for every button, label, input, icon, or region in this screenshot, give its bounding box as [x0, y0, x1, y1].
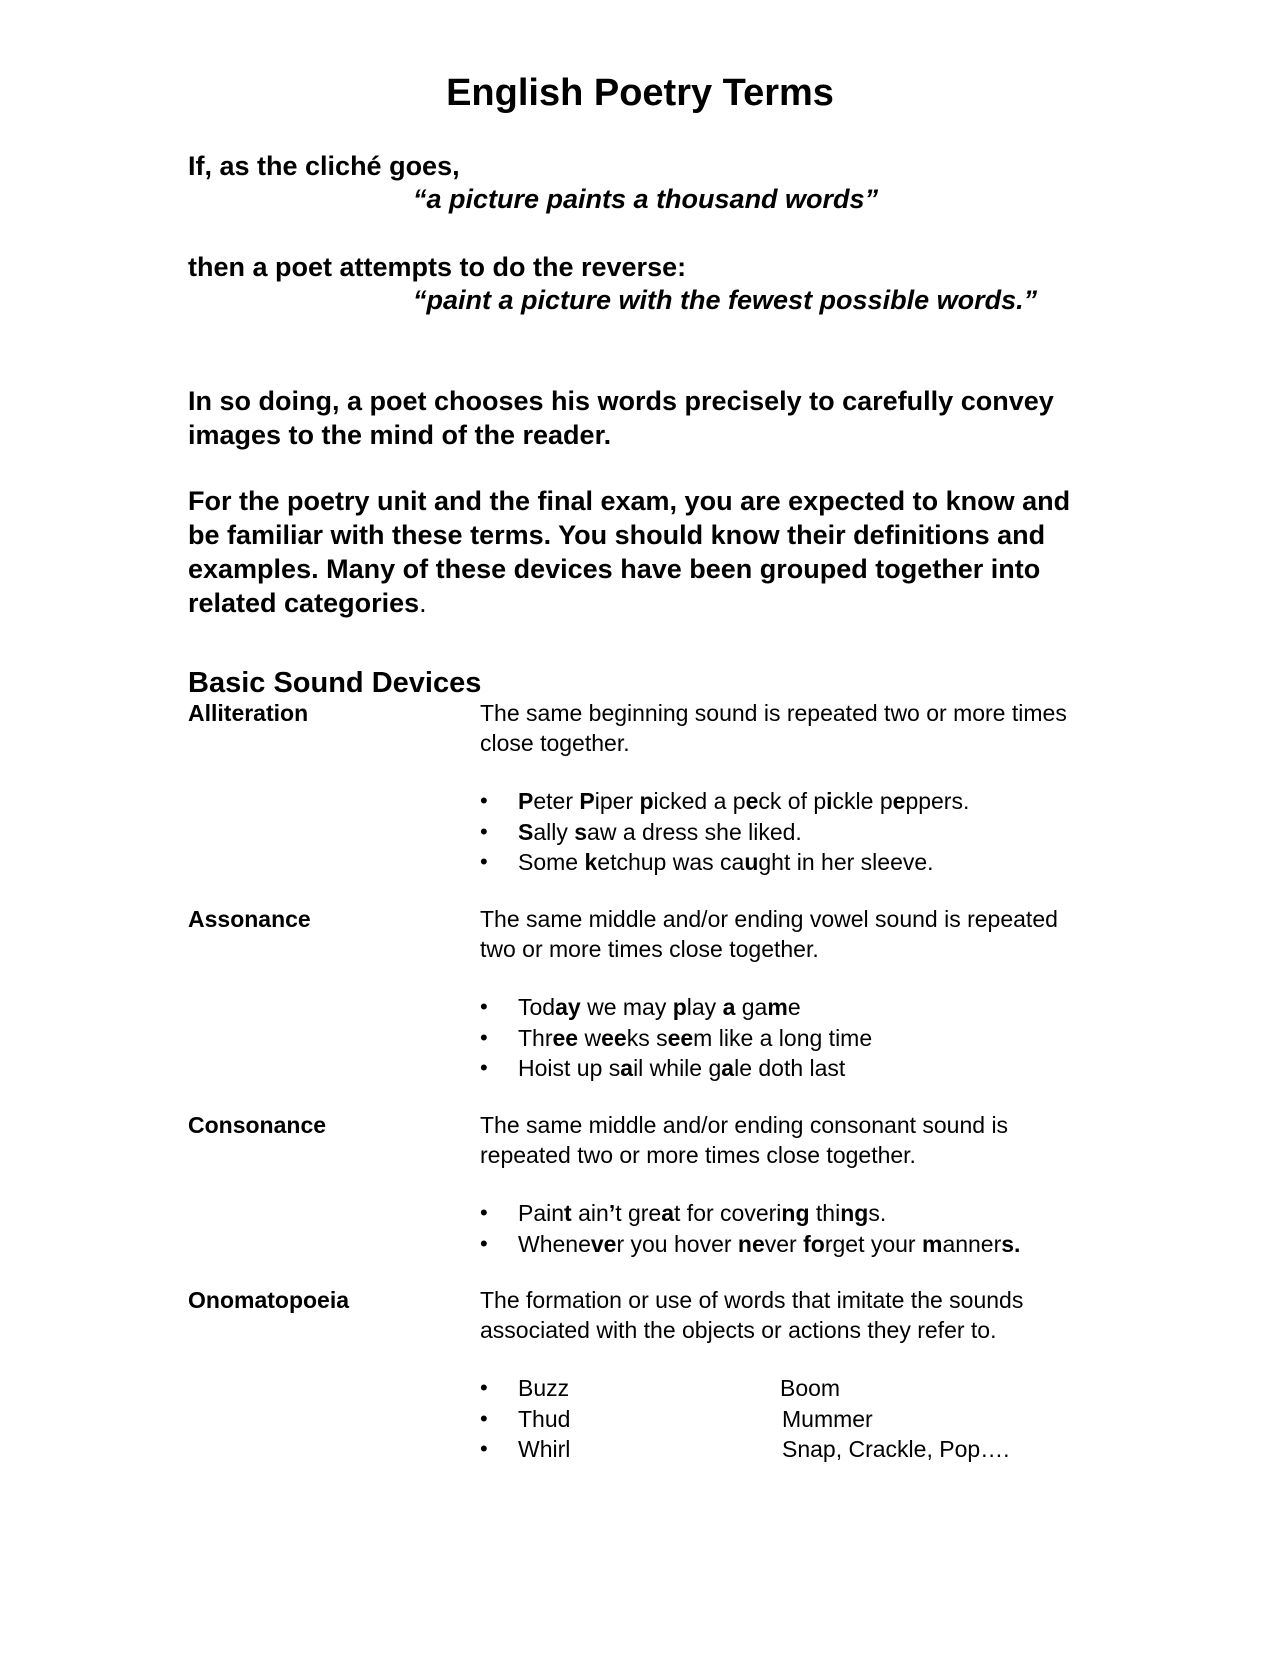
term-assonance: Assonance: [188, 906, 311, 932]
intro-quote-1: “a picture paints a thousand words”: [413, 184, 879, 214]
intro-paragraph-2: [188, 484, 1108, 620]
intro-line-1: If, as the cliché goes,: [188, 151, 460, 181]
example-item: • Peter Piper picked a peck of pickle peppers.: [480, 786, 1100, 817]
examples-consonance: [480, 1198, 1100, 1259]
example-right: Snap, Crackle, Pop….: [782, 1436, 1010, 1462]
example-item: [480, 1404, 1100, 1435]
example-item: • Hoist up sail while gale doth last: [480, 1053, 1100, 1084]
definition-onomatopoeia: The formation or use of words that imitate the sounds associated with the objects or actions they refer to.: [480, 1287, 1024, 1343]
page-title: English Poetry Terms: [446, 72, 834, 114]
example-item: • Whenever you hover never forget your manners.: [480, 1229, 1100, 1260]
intro-paragraph-2-text: For the poetry unit and the final exam, you are expected to know and be familiar with these terms. You should know their definitions and examples. Many of these devices have been grouped together into related categories: [188, 486, 1071, 618]
example-left: Buzz: [518, 1375, 570, 1401]
intro-paragraph-1: In so doing, a poet chooses his words precisely to carefully convey images to the mind of the reader.: [188, 386, 1054, 450]
example-item: • Paint ain’t great for covering things.: [480, 1198, 1100, 1229]
examples-alliteration: [480, 786, 1100, 878]
definition-assonance: The same middle and/or ending vowel sound is repeated two or more times close together.: [480, 906, 1058, 962]
example-item: • Some ketchup was caught in her sleeve.: [480, 847, 1100, 878]
example-right: Boom: [780, 1375, 841, 1401]
intro-quote-2: “paint a picture with the fewest possible words.”: [413, 285, 1038, 315]
example-item: [480, 1373, 1100, 1404]
intro-line-2: then a poet attempts to do the reverse:: [188, 252, 687, 282]
term-alliteration: Alliteration: [188, 700, 309, 726]
example-item: • Today we may play a game: [480, 992, 1100, 1023]
example-right: Mummer: [782, 1405, 873, 1432]
examples-onomatopoeia: [480, 1373, 1100, 1465]
definition-alliteration: The same beginning sound is repeated two or more times close together.: [480, 700, 1067, 756]
term-consonance: Consonance: [188, 1112, 327, 1138]
example-item: [480, 1434, 1100, 1465]
intro-paragraph-2-end: .: [419, 588, 427, 618]
examples-assonance: [480, 992, 1100, 1084]
example-left: Thud: [518, 1405, 571, 1432]
section-title: Basic Sound Devices: [188, 667, 482, 699]
example-item: • Sally saw a dress she liked.: [480, 817, 1100, 848]
example-item: • Three weeks seem like a long time: [480, 1023, 1100, 1054]
definition-consonance: The same middle and/or ending consonant sound is repeated two or more times close together.: [480, 1112, 1009, 1168]
term-onomatopoeia: Onomatopoeia: [188, 1287, 350, 1313]
example-left: Whirl: [518, 1436, 571, 1462]
